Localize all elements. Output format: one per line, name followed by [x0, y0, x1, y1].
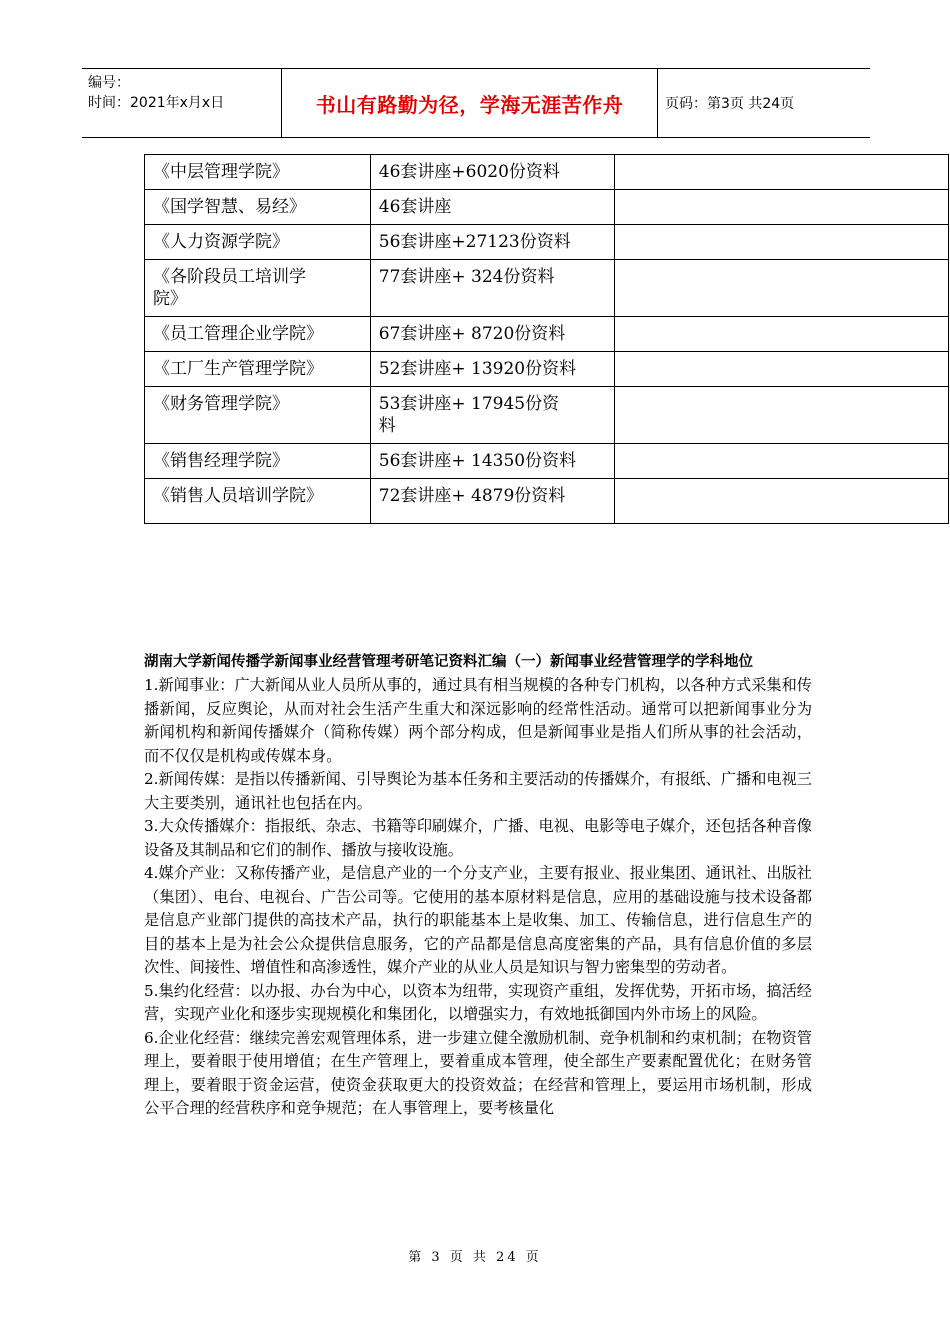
- article-body: [144, 650, 812, 1121]
- row-note: [614, 387, 948, 444]
- article-paragraph: 4.媒介产业：又称传播产业，是信息产业的一个分支产业，主要有报业、报业集团、通讯社、出版社（集团）、电台、电视台、广告公司等。它使用的基本原材料是信息，应用的基础设施与技术设备都是信息产业部门提供的高技术产品，执行的职能基本上是收集、加工、传输信息，进行信息生产的目的基本上是为社会公众提供信息服务，它的产品都是信息高度密集的产品，具有信息价值的多层次性、间接性、增值性和高渗透性，媒介产业的从业人员是知识与智力密集型的劳动者。: [144, 864, 812, 976]
- row-name: 《国学智慧、易经》: [145, 190, 371, 225]
- article-title: 湖南大学新闻传播学新闻事业经营管理考研笔记资料汇编（一）新闻事业经营管理学的学科地位: [144, 654, 753, 670]
- table-row: [145, 479, 949, 524]
- row-name: 《销售人员培训学院》: [145, 479, 371, 524]
- table-row: [145, 225, 949, 260]
- table-row: [145, 352, 949, 387]
- row-content: 56套讲座+ 14350份资料: [370, 444, 614, 479]
- row-name: 《员工管理企业学院》: [145, 317, 371, 352]
- header-meta: [82, 69, 282, 137]
- table-row: [145, 444, 949, 479]
- row-note: [614, 317, 948, 352]
- row-name: 《中层管理学院》: [145, 155, 371, 190]
- time-label: 时间：2021年x月x日: [88, 95, 225, 111]
- row-note: [614, 260, 948, 317]
- row-name: 《人力资源学院》: [145, 225, 371, 260]
- row-note: [614, 444, 948, 479]
- row-content: 56套讲座+27123份资料: [370, 225, 614, 260]
- article-paragraph: 5.集约化经营：以办报、办台为中心，以资本为纽带，实现资产重组，发挥优势，开拓市场，搞活经营，实现产业化和逐步实现规模化和集团化，以增强实力，有效地抵御国内外市场上的风险。: [144, 981, 812, 1023]
- table-row: [145, 317, 949, 352]
- number-label: 编号：: [88, 75, 130, 91]
- page-footer: 第 3 页 共 24 页: [408, 1250, 542, 1265]
- row-name: 《各阶段员工培训学院》: [145, 260, 371, 317]
- page-header: [82, 68, 870, 138]
- table-row: [145, 190, 949, 225]
- table-row: [145, 387, 949, 444]
- row-content: 52套讲座+ 13920份资料: [370, 352, 614, 387]
- row-note: [614, 190, 948, 225]
- header-motto: 书山有路勤为径，学海无涯苦作舟: [282, 69, 658, 137]
- row-name: 《工厂生产管理学院》: [145, 352, 371, 387]
- table-row: [145, 155, 949, 190]
- article-paragraph: 2.新闻传媒：是指以传播新闻、引导舆论为基本任务和主要活动的传播媒介，有报纸、广播和电视三大主要类别，通讯社也包括在内。: [144, 770, 812, 812]
- article-paragraph: 6.企业化经营：继续完善宏观管理体系，进一步建立健全激励机制、竞争机制和约束机制；在物资管理上，要着眼于使用增值；在生产管理上，要着重成本管理，使全部生产要素配置优化；在财务管理上，要着眼于资金运营，使资金获取更大的投资效益；在经营和管理上，要运用市场机制，形成公平合理的经营秩序和竞争规范；在人事管理上，要考核量化: [144, 1028, 812, 1117]
- row-content: 46套讲座: [370, 190, 614, 225]
- table-row: [145, 260, 949, 317]
- article-paragraph: 1.新闻事业：广大新闻从业人员所从事的，通过具有相当规模的各种专门机构，以各种方式采集和传播新闻，反应舆论，从而对社会生活产生重大和深远影响的经常性活动。通常可以把新闻事业分为新闻机构和新闻传播媒介（简称传媒）两个部分构成，但是新闻事业是指人们所从事的社会活动，而不仅仅是机构或传媒本身。: [144, 676, 812, 765]
- row-note: [614, 225, 948, 260]
- catalog-table: [144, 154, 949, 524]
- row-note: [614, 352, 948, 387]
- row-note: [614, 155, 948, 190]
- row-content: 72套讲座+ 4879份资料: [370, 479, 614, 524]
- row-name: 《销售经理学院》: [145, 444, 371, 479]
- row-content: 67套讲座+ 8720份资料: [370, 317, 614, 352]
- row-content: 46套讲座+6020份资料: [370, 155, 614, 190]
- row-content: 77套讲座+ 324份资料: [370, 260, 614, 317]
- row-note: [614, 479, 948, 524]
- row-name: 《财务管理学院》: [145, 387, 371, 444]
- article-paragraph: 3.大众传播媒介：指报纸、杂志、书籍等印刷媒介，广播、电视、电影等电子媒介，还包括各种音像设备及其制品和它们的制作、播放与接收设施。: [144, 817, 812, 859]
- header-page-info: 页码：第3页 共24页: [665, 96, 795, 112]
- row-content: 53套讲座+ 17945份资料: [370, 387, 614, 444]
